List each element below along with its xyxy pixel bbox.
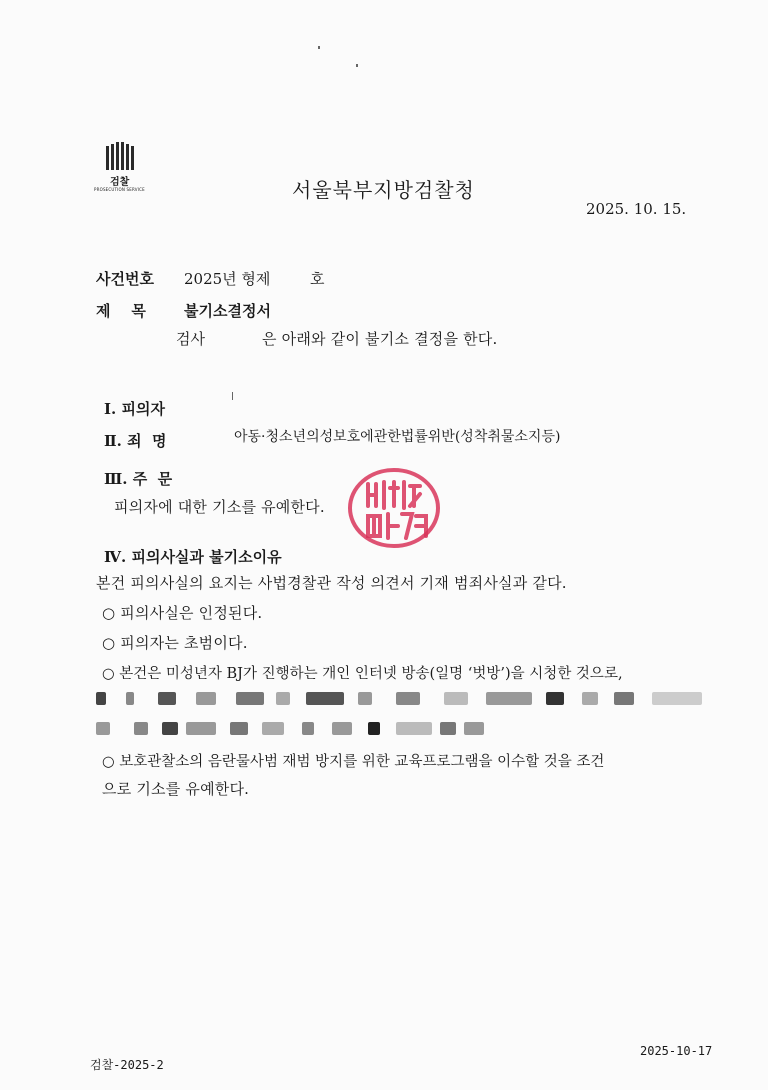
section-3-heading: Ⅲ. 주 문 <box>104 470 173 488</box>
section-1-heading: Ⅰ. 피의자 <box>104 400 165 418</box>
subject-value: 불기소결정서 <box>184 302 271 320</box>
section-2-value: 아동·청소년의성보호에관한법률위반(성착취물소지등) <box>234 429 561 445</box>
prosecution-logo <box>94 142 156 198</box>
subject-label: 제 목 <box>96 302 146 320</box>
body-paragraph-3: ○ 피의자는 초범이다. <box>102 634 248 652</box>
redacted-line-2 <box>96 720 706 738</box>
logo-name: 검찰 <box>110 177 130 188</box>
scan-speck <box>356 64 358 67</box>
logo-subtitle: PROSECUTION SERVICE <box>94 187 145 192</box>
body-paragraph-4: ○ 본건은 미성년자 BJ가 진행하는 개인 인터넷 방송(일명 ‘벗방’)을 시청한 것으로, <box>102 666 623 682</box>
case-suffix: 호 <box>310 270 325 288</box>
intro-prefix: 검사 <box>176 330 205 348</box>
body-paragraph-2: ○ 피의사실은 인정된다. <box>102 604 263 622</box>
logo-bars-icon <box>106 142 134 170</box>
case-label: 사건번호 <box>96 270 154 288</box>
intro-text: 은 아래와 같이 불기소 결정을 한다. <box>262 330 498 348</box>
case-value: 2025년 형제 <box>184 270 271 288</box>
body-paragraph-1: 본건 피의사실의 요지는 사법경찰관 작성 의견서 기재 범죄사실과 같다. <box>96 574 567 592</box>
scan-speck <box>232 392 233 400</box>
body-paragraph-5b: 으로 기소를 유예한다. <box>102 780 250 798</box>
redacted-line-1 <box>96 690 706 708</box>
body-paragraph-5a: ○ 보호관찰소의 음란물사범 재범 방지를 위한 교육프로그램을 이수할 것을 조건 <box>102 754 605 770</box>
section-4-heading: Ⅳ. 피의사실과 불기소이유 <box>104 548 282 566</box>
official-seal-icon <box>346 466 442 550</box>
document-date: 2025. 10. 15. <box>586 200 687 218</box>
footer-doc-number: 검찰-2025-2 <box>90 1058 164 1072</box>
scan-speck <box>318 46 320 49</box>
section-3-value: 피의자에 대한 기소를 유예한다. <box>114 498 325 516</box>
section-2-heading: Ⅱ. 죄 명 <box>104 432 167 450</box>
footer-print-date: 2025-10-17 <box>640 1044 713 1058</box>
office-title: 서울북부지방검찰청 <box>292 178 475 202</box>
